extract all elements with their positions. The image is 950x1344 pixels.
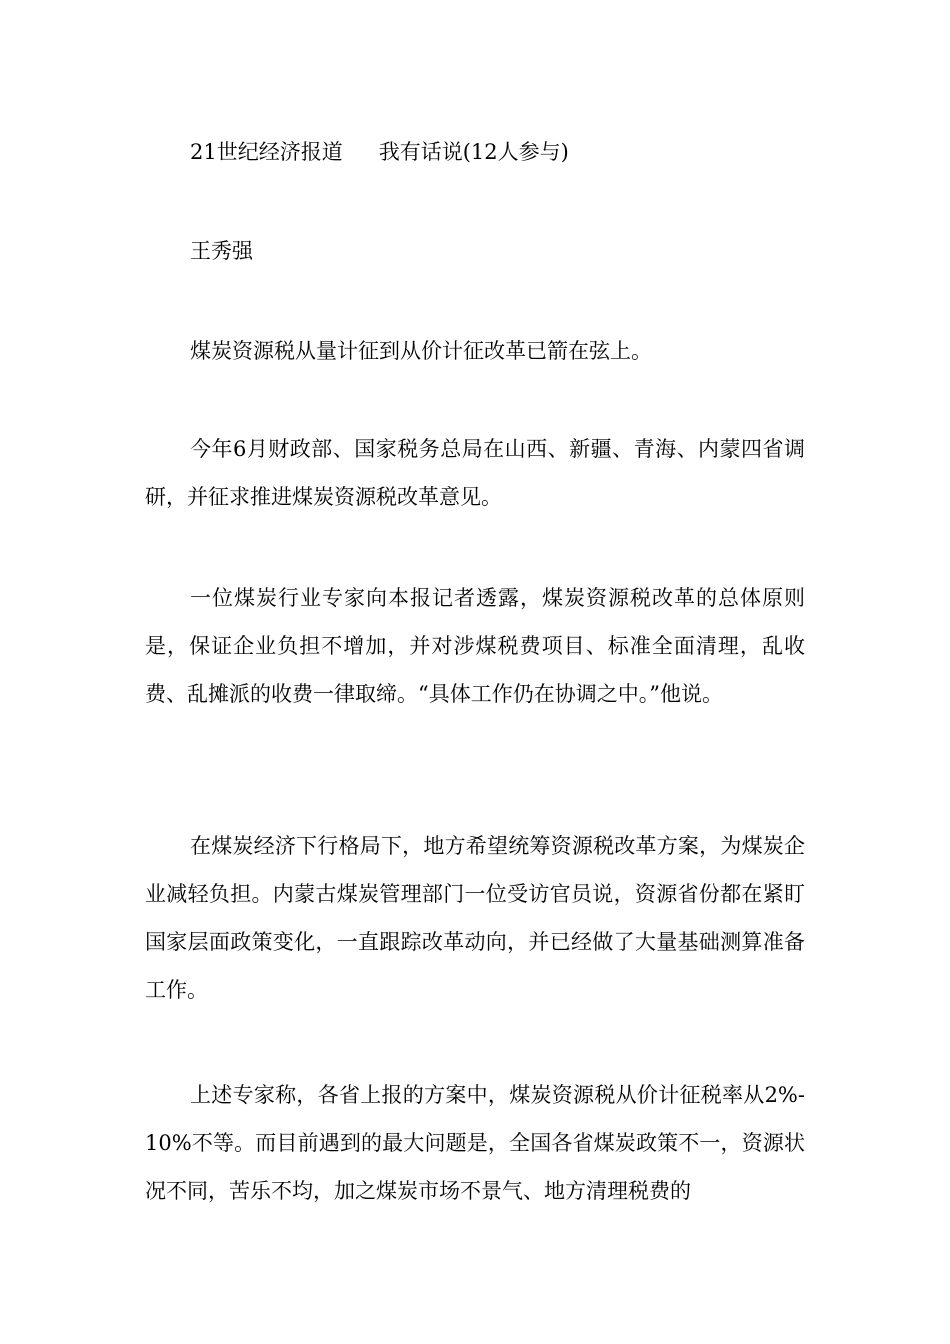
paragraph-1: 煤炭资源税从量计征到从价计征改革已箭在弦上。 — [190, 339, 652, 363]
source-label: 21世纪经济报道 — [190, 140, 343, 164]
article-header — [145, 128, 805, 176]
comments-link[interactable]: 我有话说(12人参与) — [378, 140, 569, 164]
paragraph-2: 今年6月财政部、国家税务总局在山西、新疆、青海、内蒙四省调研，并征求推进煤炭资源税改革意见。 — [145, 437, 805, 509]
paragraph-4: 在煤炭经济下行格局下，地方希望统筹资源税改革方案，为煤炭企业减轻负担。内蒙古煤炭管理部门一位受访官员说，资源省份都在紧盯国家层面政策变化，一直跟踪改革动向，并已经做了大量基础测算准备工作。 — [145, 834, 805, 1002]
author-name: 王秀强 — [190, 239, 253, 263]
paragraph-3: 一位煤炭行业专家向本报记者透露，煤炭资源税改革的总体原则是，保证企业负担不增加，并对涉煤税费项目、标准全面清理，乱收费、乱摊派的收费一律取缔。“具体工作仍在协调之中。”他说。 — [145, 586, 805, 706]
paragraph-5: 上述专家称，各省上报的方案中，煤炭资源税从价计征税率从2%-10%不等。而目前遇到的最大问题是，全国各省煤炭政策不一，资源状况不同，苦乐不均，加之煤炭市场不景气、地方清理税费的 — [145, 1083, 805, 1203]
